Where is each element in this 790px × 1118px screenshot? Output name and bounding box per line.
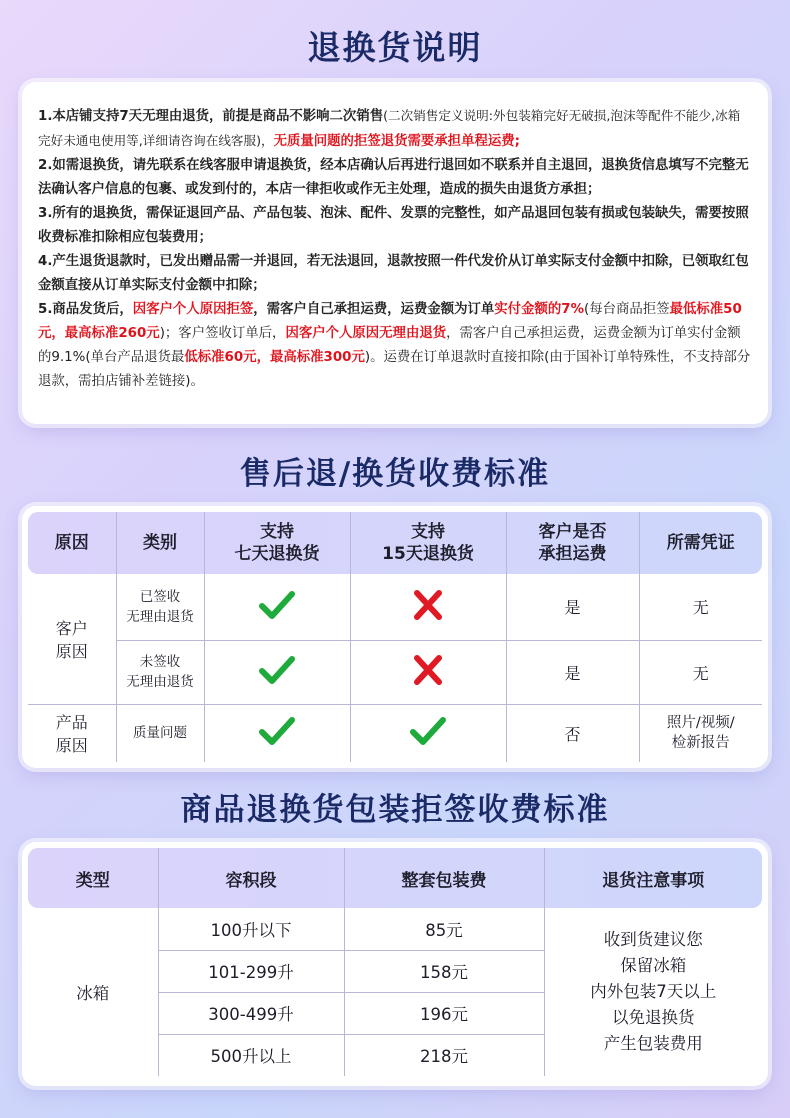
table-header-row [28, 512, 762, 574]
note-l4: 以免退换货 [612, 1008, 695, 1027]
policy-item-4: 4.产生退货退款时，已发出赠品需一并退回，若无法退回，退款按照一件代发价从订单实际支付金额中扣除，已领取红包金额直接从订单实际支付金额中扣除； [38, 254, 749, 293]
group-customer [28, 574, 116, 704]
policy-1-red: 无质量问题的拒签退货需要承担单程运费; [273, 134, 520, 149]
volume-cell: 500升以上 [158, 1034, 344, 1076]
col-volume: 容积段 [158, 848, 344, 908]
col-notes: 退货注意事项 [544, 848, 762, 908]
p5-c: ，需客户自己承担运费，运费金额为订单 [253, 302, 495, 317]
check-icon [204, 574, 350, 640]
policy-item-5 [38, 298, 752, 394]
proof-cell [639, 704, 762, 762]
packaging-fee-table [22, 842, 768, 1086]
table-row [28, 908, 762, 950]
category-l2: 无理由退货 [126, 674, 194, 690]
col-7day-l2: 七天退换货 [234, 544, 320, 564]
proof-cell: 无 [639, 574, 762, 640]
group-customer-l1: 客户 [55, 618, 88, 638]
col-fee-l2: 承担运费 [538, 544, 607, 564]
section2-title: 售后退/换货收费标准 [239, 456, 551, 492]
policy-item-1 [38, 104, 752, 154]
p5-a: 5.商品发货后， [38, 302, 133, 317]
fee-cell: 否 [506, 704, 639, 762]
check-icon [204, 704, 350, 762]
group-customer-l2: 原因 [55, 641, 88, 661]
col-fee [506, 512, 639, 574]
note-l3: 内外包装7天以上 [590, 982, 717, 1001]
category-l1: 未签收 [139, 654, 181, 670]
fee-cell: 158元 [344, 950, 544, 992]
col-category: 类别 [116, 512, 204, 574]
col-15day-l2: 15天退换货 [382, 544, 474, 564]
table-row [28, 704, 762, 762]
cross-icon [350, 640, 506, 704]
p5-g: )；客户签收订单后， [159, 326, 286, 341]
col-package-fee: 整套包装费 [344, 848, 544, 908]
check-icon [350, 704, 506, 762]
note-l1: 收到货建议您 [603, 930, 703, 949]
group-product-l1: 产品 [55, 713, 88, 733]
policy-1-def: (二次销售定义说明:外包装箱完好无破损,泡沫等配件不能少,冰箱完好未通电使用等,详细请咨询在线客服)， [38, 108, 741, 148]
p5-j: 低标准60元，最高标准300元 [184, 350, 365, 365]
p5-i: ，需客户自己承担运费，运费金额为订单实付金额的9.1%(单台产品退货最 [38, 326, 741, 365]
note-l5: 产生包装费用 [603, 1034, 703, 1053]
p5-h: 因客户个人原因无理由退货 [285, 326, 447, 341]
section3-title: 商品退换货包装拒签收费标准 [180, 792, 610, 828]
fee-cell: 是 [506, 574, 639, 640]
check-icon [204, 640, 350, 704]
table-header-row [28, 848, 762, 908]
fee-cell: 196元 [344, 992, 544, 1034]
col-proof: 所需凭证 [639, 512, 762, 574]
policy-1-lead: 1.本店铺支持7天无理由退货，前提是商品不影响二次销售 [38, 109, 384, 124]
proof-cell: 无 [639, 640, 762, 704]
table-row [28, 574, 762, 640]
proof-l2: 检新报告 [671, 735, 730, 752]
col-type: 类型 [75, 870, 110, 891]
table-row [28, 640, 762, 704]
cross-icon [350, 574, 506, 640]
col-7day [204, 512, 350, 574]
col-fee-l1: 客户是否 [538, 522, 607, 542]
p5-e: (每台商品拒签 [583, 302, 670, 317]
type-cell: 冰箱 [76, 984, 110, 1003]
return-notes-cell [544, 908, 762, 1076]
p5-b: 因客户个人原因拒签 [132, 302, 254, 317]
group-product [28, 704, 116, 762]
col-7day-l1: 支持 [260, 522, 294, 542]
volume-cell: 300-499升 [158, 992, 344, 1034]
category-cell [116, 640, 204, 704]
section1-title: 退换货说明 [307, 28, 483, 67]
return-policy-card [22, 82, 768, 424]
fee-cell: 是 [506, 640, 639, 704]
col-reason: 原因 [54, 533, 89, 553]
p5-k: )。运费在订单退款时直接扣除(由于国补订单特殊性，不支持部分退款，需拍店铺补差链接)。 [38, 350, 751, 389]
category-l1: 已签收 [139, 588, 181, 605]
volume-cell: 100升以下 [158, 908, 344, 950]
policy-item-3: 3.所有的退换货，需保证退回产品、产品包装、泡沫、配件、发票的完整性，如产品退回包装有损或包装缺失，需要按照收费标准扣除相应包装费用； [38, 206, 749, 245]
category-l2: 无理由退货 [126, 608, 194, 625]
policy-item-2: 2.如需退换货，请先联系在线客服申请退换货，经本店确认后再进行退回如不联系并自主退回，退换货信息填写不完整无法确认客户信息的包裹、或发到付的，本店一律拒收或作无主处理，造成的损失由退货方承担； [38, 158, 749, 197]
p5-f: 最低标准50元，最高标准260元 [38, 302, 742, 341]
volume-cell: 101-299升 [158, 950, 344, 992]
category-cell: 质量问题 [116, 704, 204, 762]
proof-l1: 照片/视频/ [666, 715, 735, 732]
fee-cell: 85元 [344, 908, 544, 950]
aftersale-fee-table [22, 506, 768, 768]
col-15day [350, 512, 506, 574]
category-cell [116, 574, 204, 640]
fee-cell: 218元 [344, 1034, 544, 1076]
p5-d: 实付金额的7% [494, 302, 584, 317]
note-l2: 保留冰箱 [620, 956, 687, 975]
group-product-l2: 原因 [55, 736, 88, 756]
col-15day-l1: 支持 [411, 522, 445, 542]
